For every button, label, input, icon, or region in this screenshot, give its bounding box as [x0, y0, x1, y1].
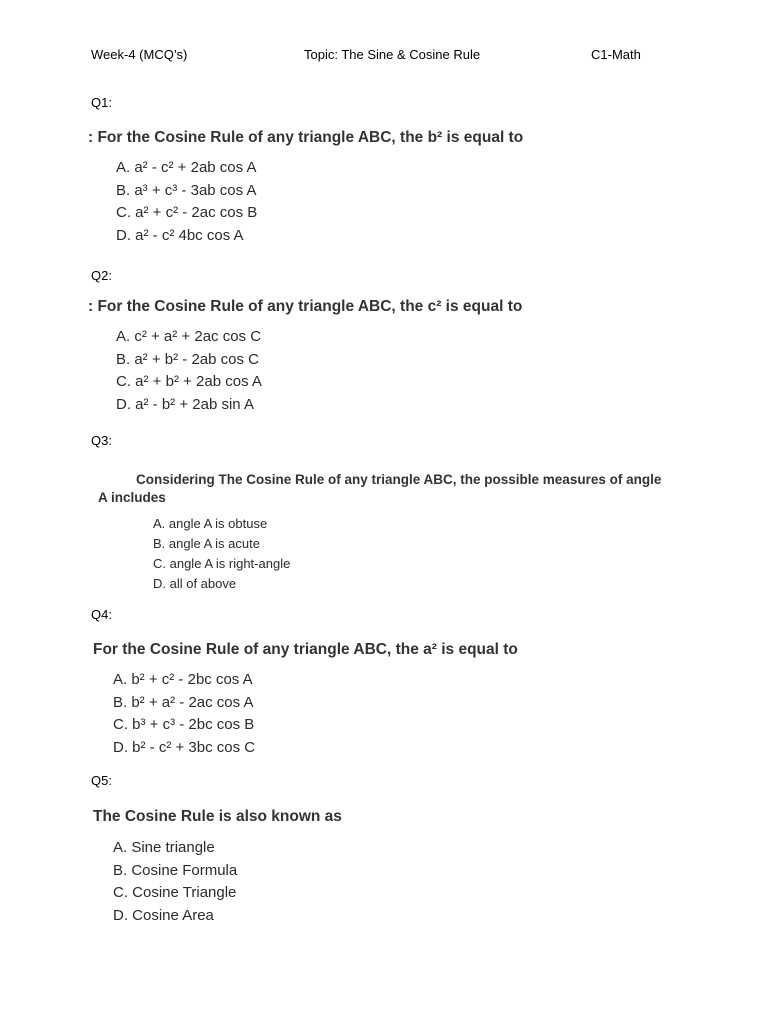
option-c: C. b³ + c³ - 2bc cos B	[113, 716, 255, 734]
option-list	[113, 837, 237, 927]
question-stem: The Cosine Rule is also known as	[93, 808, 342, 825]
question-stem: For the Cosine Rule of any triangle ABC, the a² is equal to	[93, 641, 518, 658]
question-label: Q4:	[91, 607, 112, 622]
option-list	[153, 514, 290, 594]
question-stem: : For the Cosine Rule of any triangle ABC, the b² is equal to	[88, 129, 524, 146]
option-b: B. a³ + c³ - 3ab cos A	[116, 181, 257, 199]
option-d: D. a² - b² + 2ab sin A	[116, 395, 254, 413]
option-c: C. Cosine Triangle	[113, 884, 237, 902]
question-stem: Considering The Cosine Rule of any triangle ABC, the possible measures of angle A includes	[98, 472, 662, 505]
option-b: B. a² + b² - 2ab cos C	[116, 350, 259, 368]
option-a: A. b² + c² - 2bc cos A	[113, 671, 253, 688]
option-b: B. b² + a² - 2ac cos A	[113, 693, 254, 711]
option-list	[113, 669, 255, 759]
option-c: C. a² + b² + 2ab cos A	[116, 373, 262, 391]
question-stem: : For the Cosine Rule of any triangle ABC, the c² is equal to	[88, 298, 523, 315]
question-label: Q3:	[91, 433, 112, 448]
question-label: Q1:	[91, 95, 112, 110]
question-label: Q2:	[91, 268, 112, 283]
option-a: A. angle A is obtuse	[153, 516, 268, 531]
option-list	[116, 157, 257, 247]
option-b: B. angle A is acute	[153, 536, 260, 551]
option-d: D. Cosine Area	[113, 906, 214, 924]
option-c: C. a² + c² - 2ac cos B	[116, 204, 258, 222]
option-a: A. Sine triangle	[113, 839, 215, 856]
option-d: D. b² - c² + 3bc cos C	[113, 738, 256, 756]
option-d: D. a² - c² 4bc cos A	[116, 226, 244, 244]
option-c: C. angle A is right-angle	[153, 556, 291, 571]
option-b: B. Cosine Formula	[113, 861, 238, 879]
header-topic: Topic: The Sine & Cosine Rule	[304, 47, 481, 62]
header-week: Week-4 (MCQ’s)	[91, 47, 188, 62]
option-a: A. c² + a² + 2ac cos C	[116, 328, 262, 345]
option-d: D. all of above	[153, 576, 237, 591]
option-list	[116, 326, 262, 416]
question-label: Q5:	[91, 773, 112, 788]
option-a: A. a² - c² + 2ab cos A	[116, 159, 257, 176]
header-subject: C1-Math	[591, 47, 641, 62]
